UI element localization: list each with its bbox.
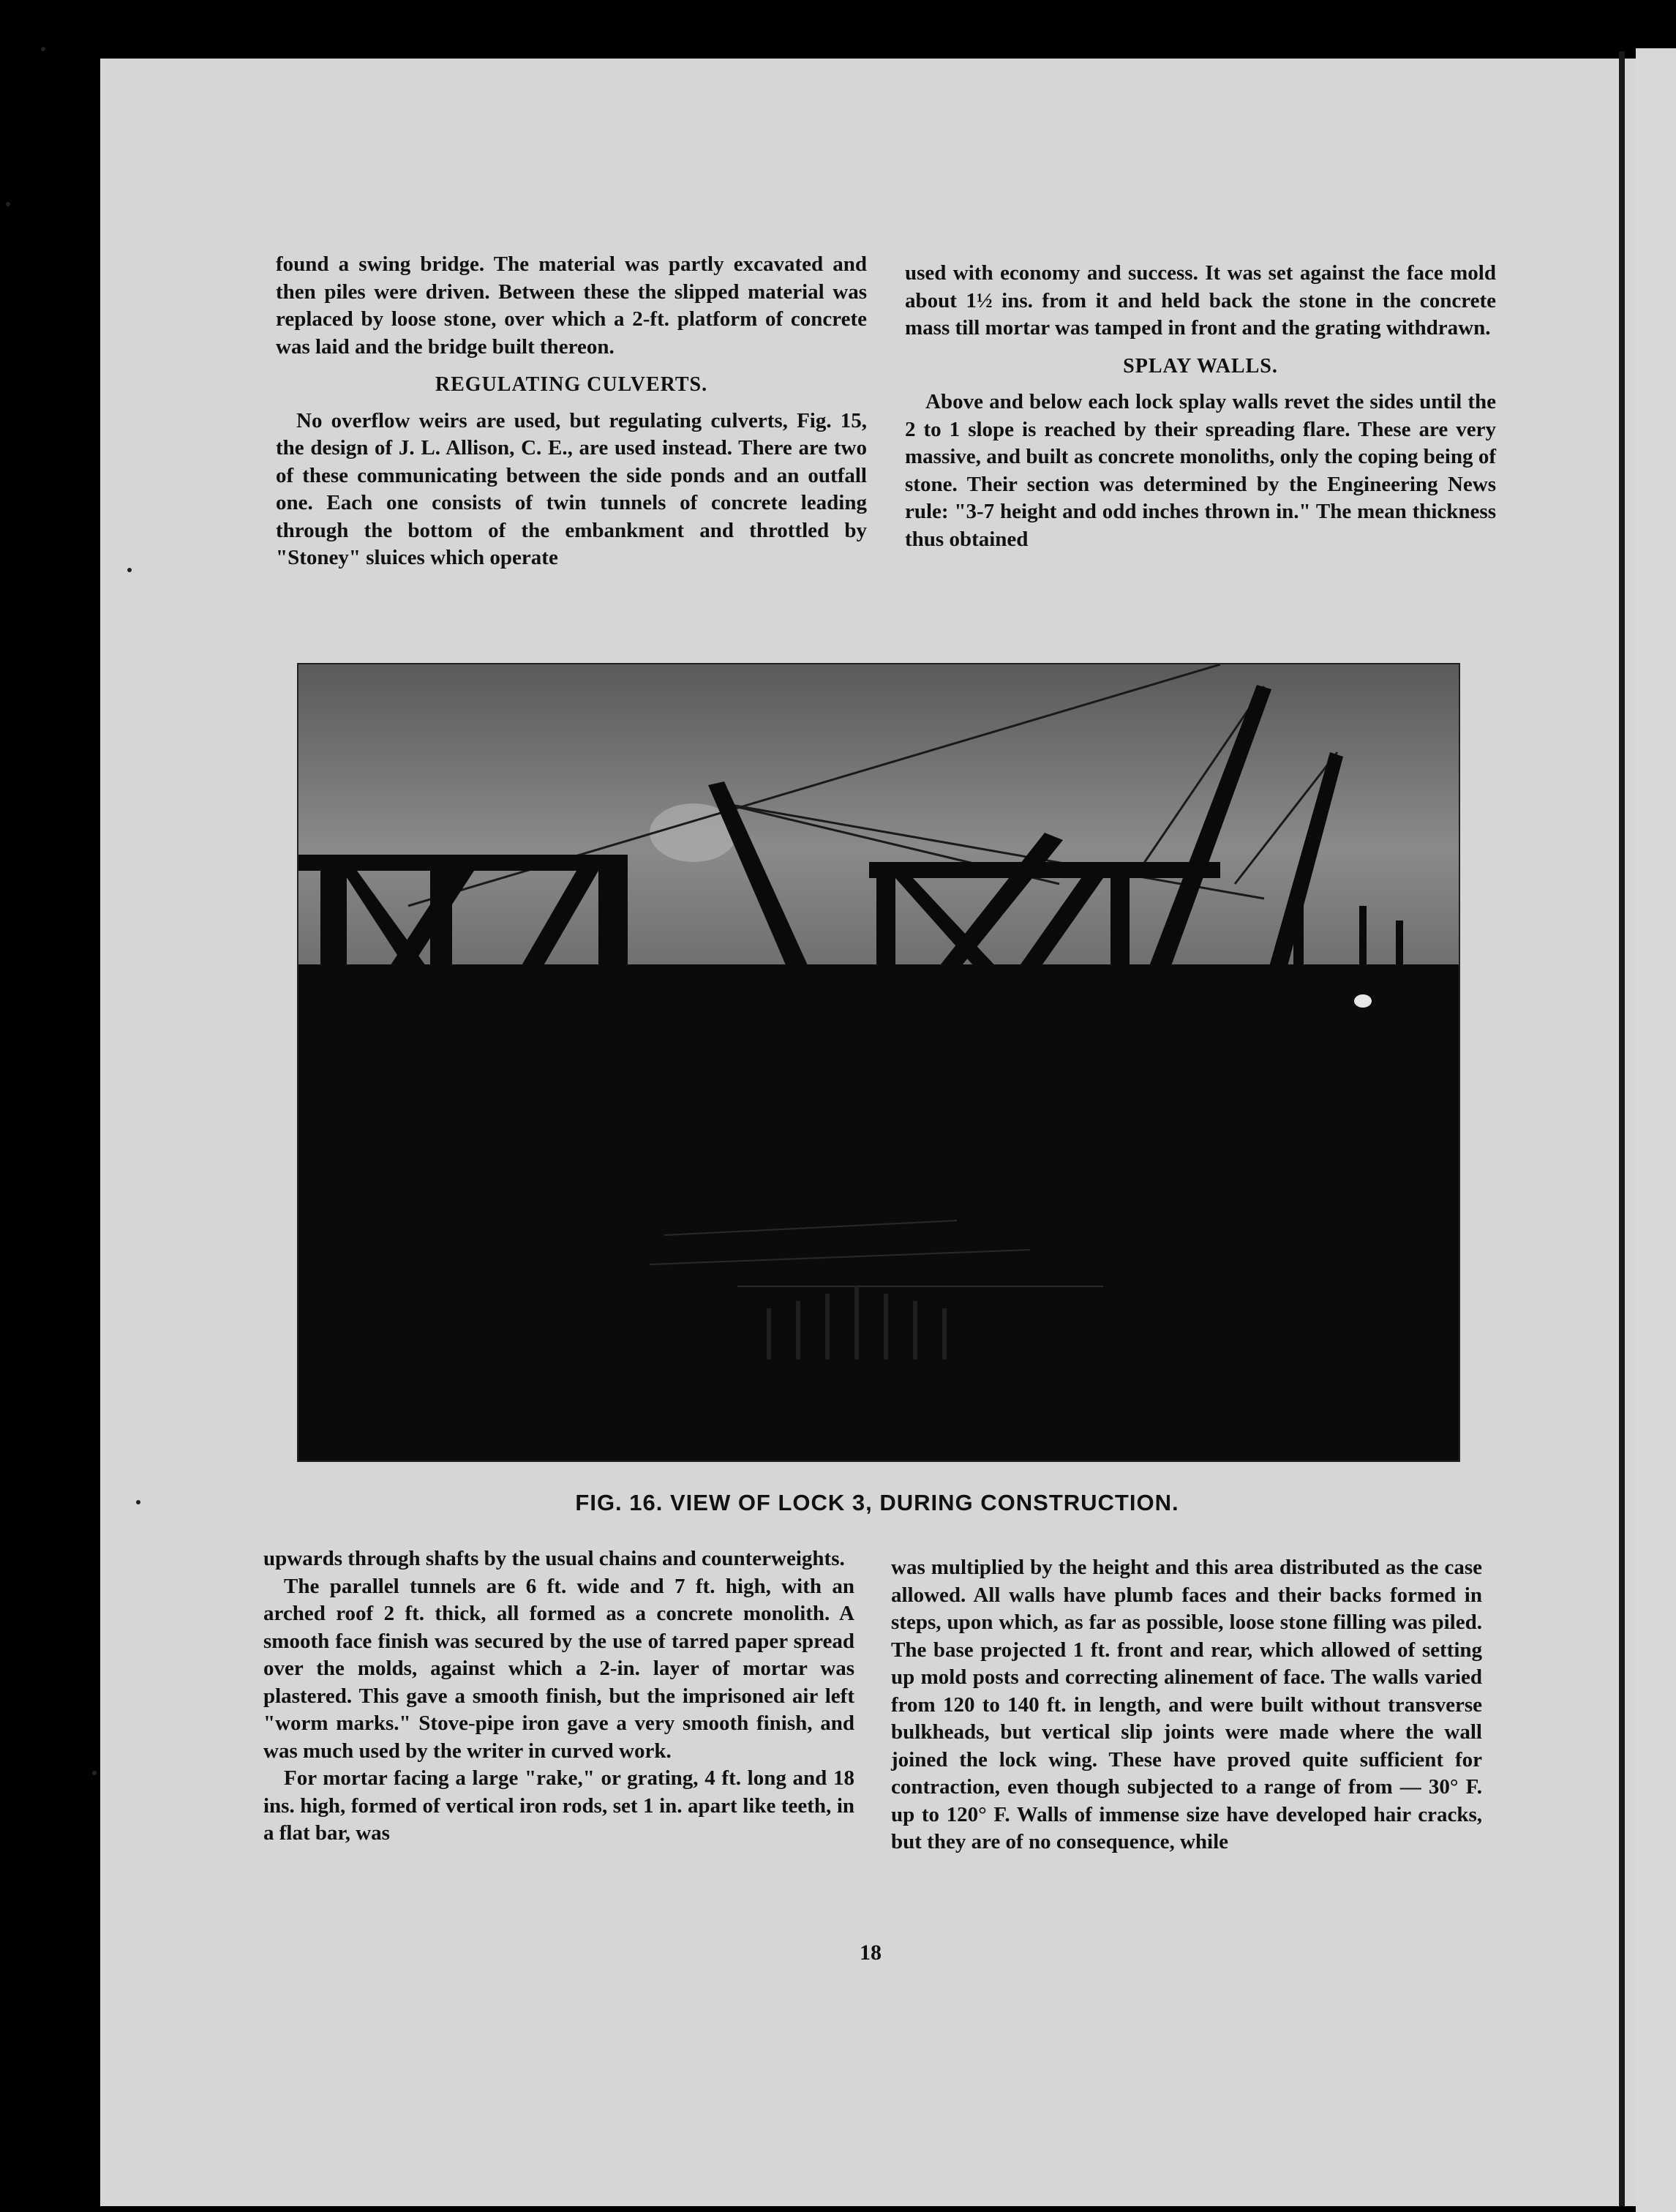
text-column-bottom-right <box>891 1554 1482 1856</box>
scan-speck <box>41 47 45 51</box>
scan-speck <box>92 1771 97 1775</box>
paragraph: No overflow weirs are used, but regulating culverts, Fig. 15, the design of J. L. Allison, C. E., are used instead. There are two of these communicating between the side ponds and an outfall one. Each one consists of twin tunnels of concrete leading through the bottom of the embankment and throttled by "Stoney" sluices which operate <box>276 408 867 569</box>
section-heading: REGULATING CULVERTS. <box>435 373 708 396</box>
text-column-top-left <box>276 251 867 572</box>
paragraph: Above and below each lock splay walls revet the sides until the 2 to 1 slope is reached by their spreading flare. These are very massive, and built as concrete monoliths, only the coping being of stone. Their section was determined by the Engineering News rule: "3-7 height and odd inches thrown in." The mean thickness thus obtained <box>905 390 1496 551</box>
paragraph: The parallel tunnels are 6 ft. wide and 7 ft. high, with an arched roof 2 ft. thick, all formed as a concrete monolith. A smooth face finish was secured by the use of tarred paper spread over the molds, against which a 2-in. layer of mortar was plastered. This gave a smooth finish, but the imprisoned air left "worm marks." Stove-pipe iron gave a very smooth finish, and was much used by the writer in curved work. <box>263 1574 854 1763</box>
paragraph: used with economy and success. It was set against the face mold about 1½ ins. from it and held back the stone in the concrete mass till mortar was tamped in front and the grating withdrawn. <box>905 261 1496 340</box>
figure-caption: FIG. 16. VIEW OF LOCK 3, DURING CONSTRUCTION. <box>575 1490 1179 1515</box>
scan-speck <box>136 1500 140 1504</box>
paragraph: upwards through shafts by the usual chains and counterweights. <box>263 1547 845 1570</box>
page-gutter-shadow <box>1619 51 1625 2206</box>
lock-construction-silhouette <box>298 664 1459 1461</box>
paragraph: For mortar facing a large "rake," or grating, 4 ft. long and 18 ins. high, formed of vertical iron rods, set 1 in. apart like teeth, in a flat bar, was <box>263 1766 854 1845</box>
construction-photo <box>297 663 1460 1462</box>
text-column-bottom-left <box>263 1545 854 1848</box>
facing-page-edge <box>1636 48 1676 2212</box>
scan-speck <box>6 202 10 206</box>
paragraph: was multiplied by the height and this area distributed as the case allowed. All walls have plumb faces and their backs formed in steps, upon which, as far as possible, loose stone filling was piled. The base projected 1 ft. front and rear, which allowed of setting up mold posts and correcting alinement of face. The walls varied from 120 to 140 ft. in length, and were built without transverse bulkheads, but vertical slip joints were made where the wall joined the lock wing. These have proved quite sufficient for contraction, even though subjected to a range of from — 30° F. up to 120° F. Walls of immense size have developed hair cracks, but they are of no consequence, while <box>891 1556 1482 1853</box>
scan-speck <box>127 568 132 572</box>
text-column-top-right <box>905 260 1496 553</box>
section-heading: SPLAY WALLS. <box>1123 354 1278 378</box>
paragraph: found a swing bridge. The material was partly excavated and then piles were driven. Between these the slipped material was replaced by loose stone, over which a 2-ft. platform of concrete was laid and the bridge built thereon. <box>276 252 867 359</box>
page-number: 18 <box>860 1941 882 1965</box>
